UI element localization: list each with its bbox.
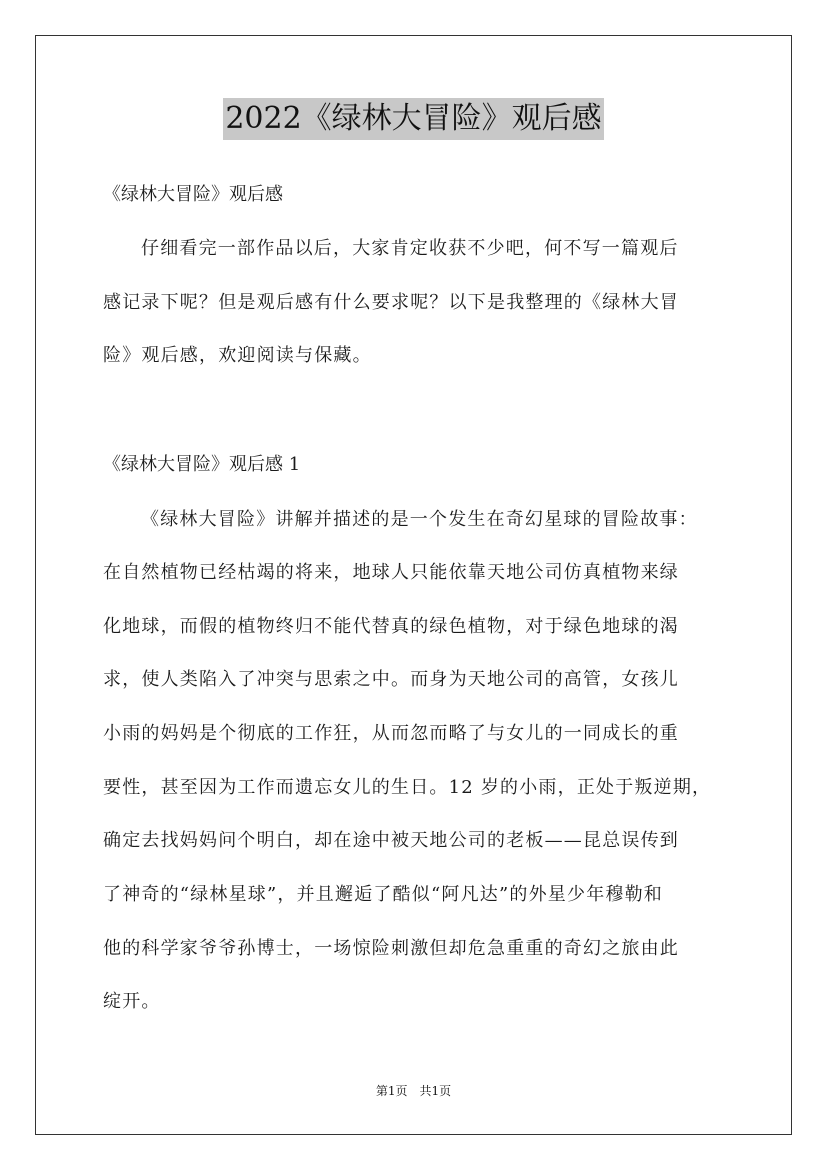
document-subtitle: 《绿林大冒险》观后感 <box>103 184 283 205</box>
title-container <box>0 98 827 140</box>
body-line: 确定去找妈妈问个明白，却在途中被天地公司的老板——昆总误传到 <box>103 830 679 851</box>
section-heading: 《绿林大冒险》观后感 1 <box>103 454 301 475</box>
page-footer: 第1页 共1页 <box>375 1084 452 1098</box>
document-title: 2022《绿林大冒险》观后感 <box>223 98 603 140</box>
intro-line: 险》观后感，欢迎阅读与保藏。 <box>103 345 372 366</box>
body-line: 在自然植物已经枯竭的将来，地球人只能依靠天地公司仿真植物来绿 <box>103 562 679 583</box>
body-line: 要性，甚至因为工作而遗忘女儿的生日。12 岁的小雨，正处于叛逆期， <box>103 777 712 798</box>
body-line: 小雨的妈妈是个彻底的工作狂，从而忽而略了与女儿的一同成长的重 <box>103 723 679 744</box>
body-line: 求，使人类陷入了冲突与思索之中。而身为天地公司的高管，女孩儿 <box>103 669 679 690</box>
body-line: 他的科学家爷爷孙博士，一场惊险刺激但却危急重重的奇幻之旅由此 <box>103 938 679 959</box>
intro-line: 感记录下呢？但是观后感有什么要求呢？以下是我整理的《绿林大冒 <box>103 292 679 313</box>
body-line: 《绿林大冒险》讲解并描述的是一个发生在奇幻星球的冒险故事： <box>141 509 698 530</box>
body-line: 绽开。 <box>103 991 161 1012</box>
body-line: 化地球，而假的植物终归不能代替真的绿色植物，对于绿色地球的渴 <box>103 616 679 637</box>
intro-line: 仔细看完一部作品以后，大家肯定收获不少吧，何不写一篇观后 <box>141 238 679 259</box>
body-line: 了神奇的“绿林星球”，并且邂逅了酷似“阿凡达”的外星少年穆勒和 <box>103 884 664 905</box>
